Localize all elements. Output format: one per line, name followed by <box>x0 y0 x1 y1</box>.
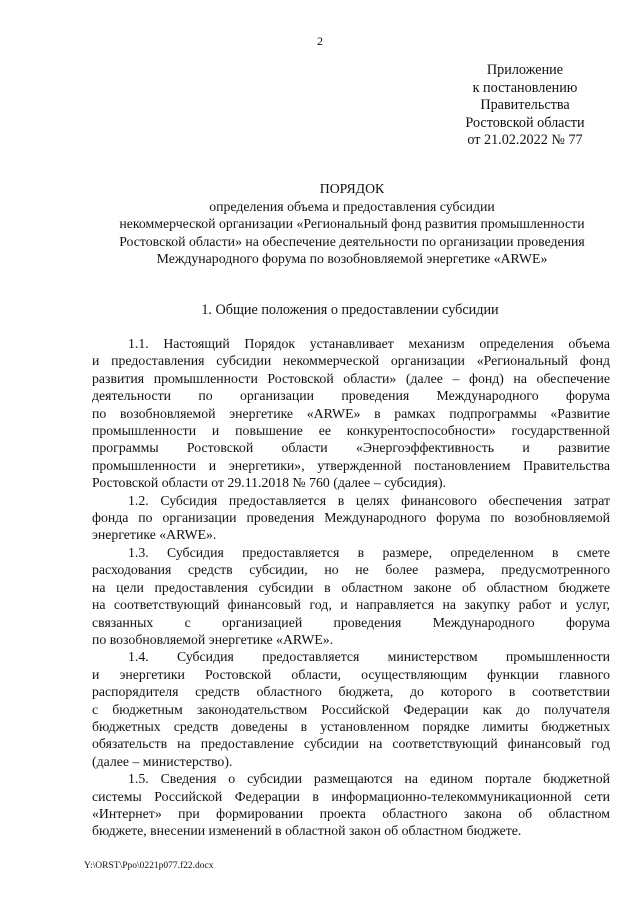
paragraph-line: 1.2. Субсидия предоставляется в целях финансового обеспечения затрат <box>128 492 610 508</box>
paragraph-line: расходования средств субсидии, но не более размера, предусмотренного <box>92 562 610 578</box>
paragraph-5 <box>92 770 610 840</box>
footer-file-path: Y:\ORST\Ppo\0221p077.f22.docx <box>84 861 214 871</box>
appendix-line: Правительства <box>480 97 570 114</box>
paragraph-line: по возобновляемой энергетике «ARWE». <box>92 631 334 647</box>
paragraph-line: энергетике «ARWE». <box>92 527 217 543</box>
paragraph-line: с бюджетным законодательством Российской Федерации как до получателя <box>92 701 610 717</box>
paragraph-line: обязательств на предоставление субсидии на соответствующий финансовый год <box>92 736 610 752</box>
appendix-line: Приложение <box>486 62 564 78</box>
paragraph-line: и энергетики Ростовской области, осуществляющим функции главного <box>92 666 610 682</box>
appendix-line: к постановлению <box>472 79 578 96</box>
paragraph-line: деятельности по организации проведения Международного форума <box>92 388 610 404</box>
paragraph-3 <box>92 544 610 648</box>
title-line: определения объема и предоставления субсидии <box>209 198 495 214</box>
paragraph-4 <box>92 648 610 770</box>
paragraph-line: и предоставления субсидии некоммерческой организации «Региональный фонд <box>92 353 610 369</box>
paragraph-line: 1.4. Субсидия предоставляется министерством промышленности <box>128 649 610 665</box>
appendix-line: от 21.02.2022 № 77 <box>467 132 583 149</box>
paragraph-line: развития промышленности Ростовской области» (далее – фонд) на обеспечение <box>92 370 610 386</box>
paragraph-line: по возобновляемой энергетике «ARWE» в рамках подпрограммы «Развитие <box>92 405 610 421</box>
appendix-line: Ростовской области <box>465 114 585 131</box>
paragraph-line: промышленности и повышение ее конкурентоспособности» государственной <box>92 423 610 439</box>
appendix-block <box>420 62 630 150</box>
paragraph-line: бюджете, внесении изменений в областной закон об областном бюджете. <box>92 823 522 839</box>
title-line: Международного форума по возобновляемой энергетике «ARWE» <box>156 251 548 266</box>
paragraph-line: связанных с организацией проведения Международного форума <box>92 614 610 630</box>
paragraph-line: (далее – министерство). <box>92 753 233 769</box>
paragraph-line: промышленности и энергетики», утвержденной постановлением Правительства <box>92 457 610 473</box>
paragraph-line: «Интернет» при формировании проекта областного закона об областном <box>92 805 610 821</box>
paragraph-line: программы Ростовской области «Энергоэффективность и развитие <box>92 440 610 456</box>
paragraph-line: Ростовской области от 29.11.2018 № 760 (далее – субсидия). <box>92 475 447 491</box>
paragraph-line: на соответствующий финансовый год, и направляется на закупку работ и услуг, <box>92 597 610 613</box>
paragraph-line: 1.3. Субсидия предоставляется в размере, определенном в смете <box>128 544 610 560</box>
document-body <box>92 335 610 840</box>
paragraph-line: 1.1. Настоящий Порядок устанавливает механизм определения объема <box>128 336 610 351</box>
paragraph-line: распорядителя средств областного бюджета, до которого в соответствии <box>92 684 610 700</box>
paragraph-1 <box>92 335 610 492</box>
paragraph-line: фонда по организации проведения Международного форума по возобновляемой <box>92 510 610 526</box>
paragraph-2 <box>92 492 610 544</box>
paragraph-line: системы Российской Федерации в информационно-телекоммуникационной сети <box>92 788 610 804</box>
paragraph-line: 1.5. Сведения о субсидии размещаются на едином портале бюджетной <box>128 771 610 787</box>
paragraph-line: бюджетных средств доведены в установленном порядке лимиты бюджетных <box>92 718 610 734</box>
paragraph-line: на цели предоставления субсидии в областном законе об областном бюджете <box>92 579 610 595</box>
title-heading: ПОРЯДОК <box>319 181 385 196</box>
title-line: некоммерческой организации «Региональный фонд развития промышленности <box>119 216 585 231</box>
title-line: Ростовской области» на обеспечение деятельности по организации проведения <box>119 233 585 249</box>
page-number: 2 <box>317 34 323 48</box>
section-heading: 1. Общие положения о предоставлении субсидии <box>201 302 499 318</box>
document-title <box>82 180 622 268</box>
